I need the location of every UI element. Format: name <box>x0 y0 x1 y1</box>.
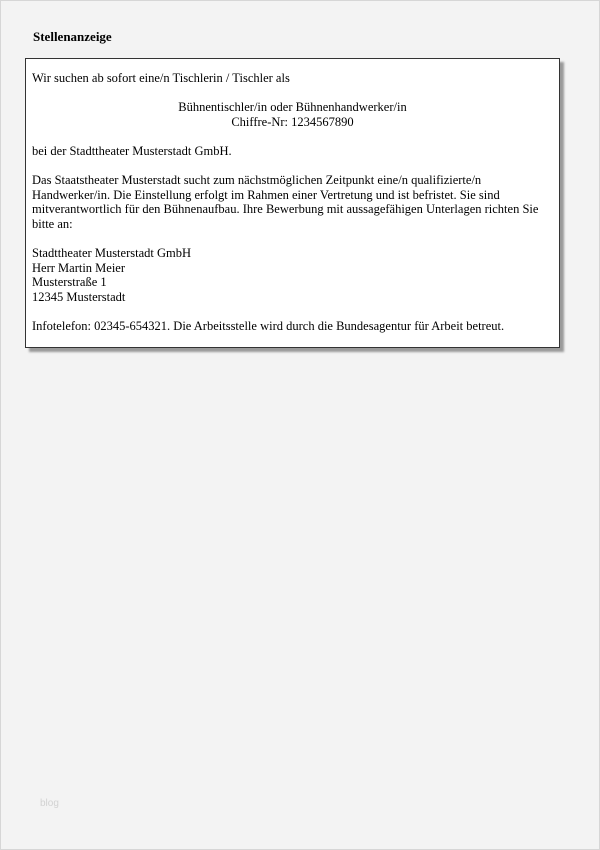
intro-text: Wir suchen ab sofort eine/n Tischlerin / Tischler als <box>32 71 290 85</box>
employer-line: bei der Stadttheater Musterstadt GmbH. <box>32 143 232 158</box>
position-title: Bühnentischler/in oder Bühnenhandwerker/in <box>178 100 407 115</box>
address-street: Musterstraße 1 <box>32 275 107 290</box>
spacer <box>32 305 553 320</box>
address-contact: Herr Martin Meier <box>32 260 126 275</box>
spacer <box>32 159 553 174</box>
address-company: Stadttheater Musterstadt GmbH <box>32 246 191 261</box>
description-line: bitte an: <box>32 216 73 231</box>
description-line: Das Staatstheater Musterstadt sucht zum nächstmöglichen Zeitpunkt eine/n qualifizierte/n <box>32 173 482 188</box>
description-line: mitverantwortlich für den Bühnenaufbau. Ihre Bewerbung mit aussagefähigen Unterlagen richten Sie <box>32 202 539 217</box>
page-title: Stellenanzeige <box>33 29 112 44</box>
info-line: Infotelefon: 02345-654321. Die Arbeitsstelle wird durch die Bundesagentur für Arbeit betreut. <box>32 319 505 334</box>
job-ad-box <box>25 58 560 348</box>
description-line: Handwerker/in. Die Einstellung erfolgt im Rahmen einer Vertretung und ist befristet. Sie sind <box>32 187 500 202</box>
address-city: 12345 Musterstadt <box>32 289 126 304</box>
spacer <box>32 129 553 144</box>
reference-number: Chiffre-Nr: 1234567890 <box>231 114 354 129</box>
spacer <box>32 232 553 247</box>
watermark: blog <box>40 798 59 809</box>
